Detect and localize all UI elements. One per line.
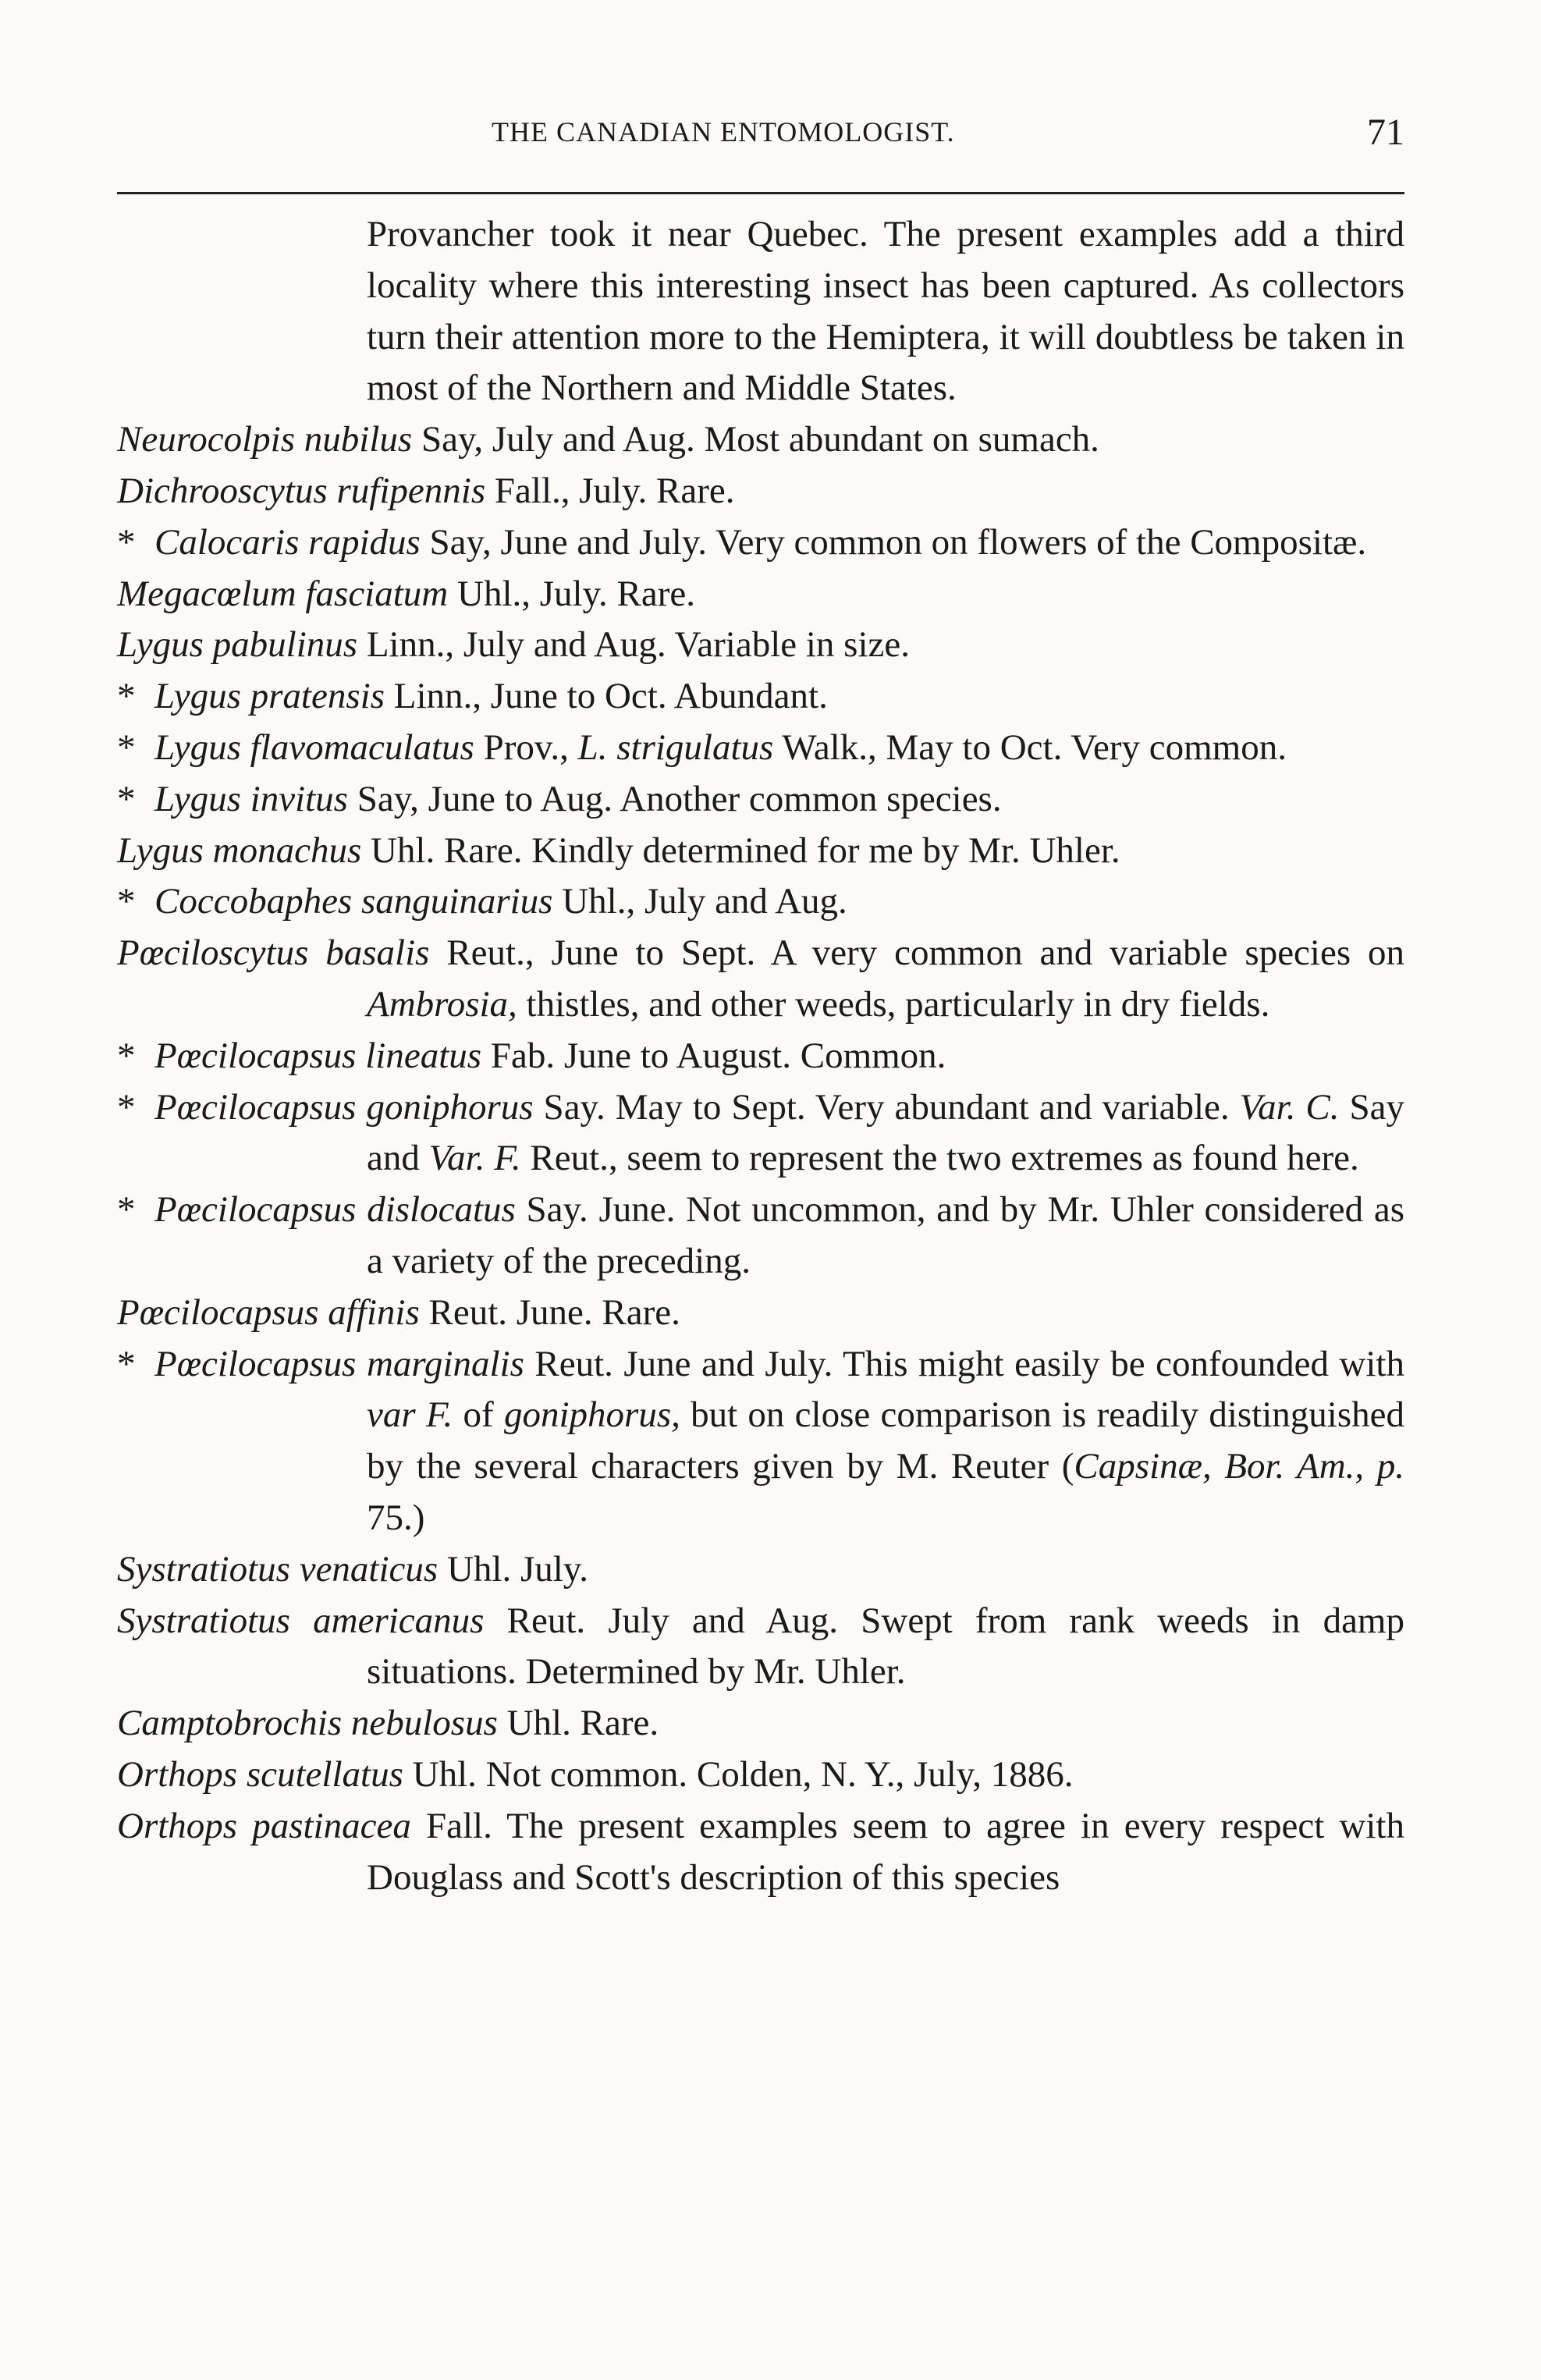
entry-text: Linn., July and Aug. Variable in size. — [357, 624, 910, 666]
entry-marker: * — [117, 1343, 136, 1384]
entry-marker: * — [117, 778, 136, 819]
species-entry — [117, 517, 1404, 569]
intro-paragraph: Provancher took it near Quebec. The present examples add a third locality where this interesting insect has been captured. As collectors turn their attention more to the Hemiptera, it will doubtless be taken in most of the Northern and Middle States. — [367, 214, 1404, 409]
entry-text: 75.) — [367, 1497, 425, 1538]
species-name: Var. F. — [428, 1138, 521, 1179]
entry-text: Uhl. Rare. — [497, 1703, 659, 1744]
species-name: Systratiotus americanus — [117, 1600, 485, 1641]
entry-text: Reut., seem to represent the two extremes as found here. — [520, 1138, 1359, 1179]
species-name: Orthops pastinacea — [117, 1805, 411, 1846]
entry-text: Prov., — [474, 726, 578, 768]
species-list — [117, 414, 1404, 1903]
species-entry — [117, 928, 1404, 1031]
species-name: Coccobaphes sanguinarius — [154, 881, 553, 922]
species-entry — [117, 876, 1404, 928]
entry-text: Fall. The present examples seem to agree in every respect with Douglass and Scott's description of this species — [367, 1805, 1404, 1898]
entry-text: Reut. June and July. This might easily be confounded with — [524, 1343, 1404, 1384]
entry-text: of — [453, 1394, 504, 1436]
species-name: Systratiotus venaticus — [117, 1548, 439, 1590]
entry-text: Fall., July. Rare. — [485, 470, 735, 511]
entry-text: Fab. June to August. Common. — [481, 1035, 946, 1076]
species-entry — [117, 826, 1404, 877]
species-entry — [117, 1288, 1404, 1339]
species-entry — [117, 1185, 1404, 1288]
species-entry — [117, 1031, 1404, 1082]
species-entry — [117, 1544, 1404, 1596]
species-name: Pœcilocapsus dislocatus — [154, 1189, 516, 1231]
species-name: Lygus flavomaculatus — [154, 726, 474, 768]
species-name: Lygus pratensis — [154, 676, 385, 717]
species-entry — [117, 466, 1404, 517]
entry-marker: * — [117, 1035, 136, 1076]
species-name: Lygus invitus — [154, 778, 348, 819]
entry-marker: * — [117, 1086, 136, 1128]
entry-text: Say, June and July. Very common on flowers of the Compositæ. — [420, 521, 1367, 563]
species-name: Pœcilocapsus marginalis — [154, 1343, 524, 1384]
species-name: Neurocolpis nubilus — [117, 419, 413, 460]
entry-marker: * — [117, 881, 136, 922]
entry-text: Say. May to Sept. Very abundant and variable. — [533, 1086, 1240, 1128]
species-name: Dichrooscytus rufipennis — [117, 470, 486, 511]
species-entry — [117, 671, 1404, 723]
species-entry — [117, 569, 1404, 620]
species-entry — [117, 1801, 1404, 1904]
species-name: Lygus pabulinus — [117, 624, 358, 666]
species-entry — [117, 1596, 1404, 1699]
entry-text: Linn., June to Oct. Abundant. — [385, 676, 828, 717]
species-name: Pœcilocapsus affinis — [117, 1291, 420, 1333]
entry-text: but on close comparison is readily distinguished by the several characters given by M. Reuter ( — [367, 1394, 1405, 1487]
entry-marker: * — [117, 1189, 136, 1231]
entry-text: Say, July and Aug. Most abundant on sumach. — [412, 419, 1099, 460]
entry-text: Reut. June. Rare. — [419, 1291, 680, 1333]
entry-text: Uhl. July. — [438, 1548, 589, 1590]
species-name: Calocaris rapidus — [154, 521, 421, 563]
species-name: Orthops scutellatus — [117, 1753, 403, 1795]
species-entry — [117, 1749, 1404, 1801]
species-name: var F. — [367, 1394, 453, 1436]
running-title: THE CANADIAN ENTOMOLOGIST. — [492, 116, 955, 147]
entry-text: Reut., June to Sept. A very common and variable species on — [429, 932, 1404, 974]
entry-text: Say. June. Not uncommon, and by Mr. Uhler considered as a variety of the preceding. — [367, 1189, 1404, 1281]
page-header — [117, 112, 1404, 155]
species-entry — [117, 414, 1404, 466]
entry-text: Say, June to Aug. Another common species. — [347, 778, 1002, 819]
header-rule — [117, 192, 1404, 194]
entry-marker: * — [117, 676, 136, 717]
species-entry — [117, 723, 1404, 774]
species-name: Var. C. — [1239, 1086, 1340, 1128]
species-name: Megacœlum fasciatum — [117, 573, 449, 614]
entry-text: Walk., May to Oct. Very common. — [773, 726, 1287, 768]
species-name: Pœciloscytus basalis — [117, 932, 430, 974]
species-name: Pœcilocapsus lineatus — [154, 1035, 482, 1076]
species-entry — [117, 774, 1404, 826]
species-name: Pœcilocapsus goniphorus — [154, 1086, 534, 1128]
entry-text: Uhl., July and Aug. — [552, 881, 847, 922]
entry-text: thistles, and other weeds, particularly in dry fields. — [517, 983, 1270, 1025]
species-entry — [117, 1339, 1404, 1544]
entry-text: Uhl. Not common. Colden, N. Y., July, 1886. — [403, 1753, 1074, 1795]
species-name: Camptobrochis nebulosus — [117, 1703, 498, 1744]
entry-marker: * — [117, 521, 136, 563]
species-name: goniphorus, — [503, 1394, 680, 1436]
species-name: Lygus monachus — [117, 829, 362, 871]
entry-text: Uhl., July. Rare. — [448, 573, 696, 614]
species-name: Ambrosia, — [367, 983, 517, 1025]
species-entry — [117, 1698, 1404, 1749]
species-name: Capsinæ, Bor. Am., p. — [1074, 1446, 1404, 1487]
species-entry — [117, 620, 1404, 671]
page-number: 71 — [1367, 112, 1404, 153]
entry-text: Reut. July and Aug. Swept from rank weeds in damp situations. Determined by Mr. Uhler. — [367, 1600, 1404, 1693]
species-entry — [117, 1082, 1404, 1185]
entry-text: Uhl. Rare. Kindly determined for me by Mr. Uhler. — [361, 829, 1120, 871]
entry-text: Say and — [367, 1086, 1405, 1179]
species-name: L. strigulatus — [577, 726, 774, 768]
entry-marker: * — [117, 726, 136, 768]
body-text — [117, 209, 1404, 1903]
